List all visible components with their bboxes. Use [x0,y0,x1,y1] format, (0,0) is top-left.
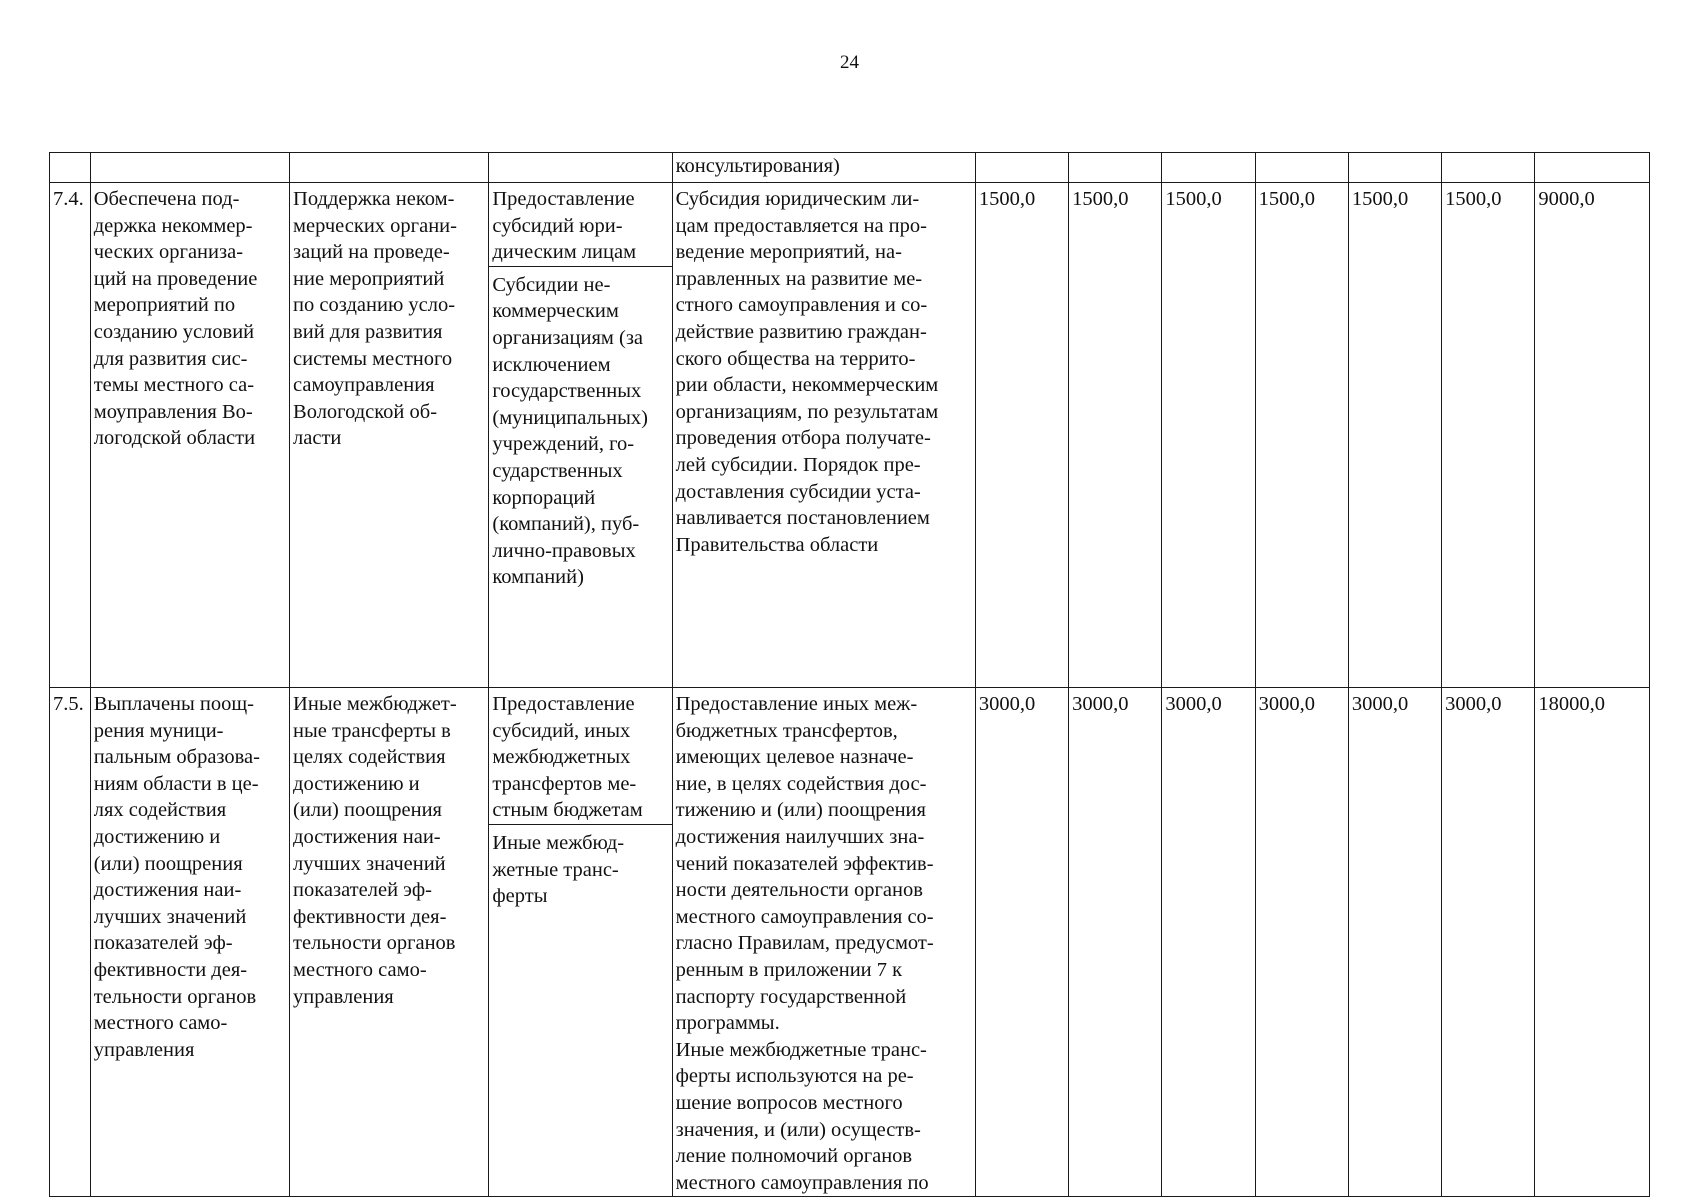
description-line: местного самоуправления по [675,1171,929,1194]
expense-type-line: субсидий, иных [492,719,631,742]
result-line: (или) поощрения [93,852,243,875]
description-line: рии области, некоммерческим [675,374,939,397]
result-line: достижению и [93,825,221,848]
table-row [50,183,1650,688]
description-line: имеющих целевое назначе- [675,746,914,769]
expense-type-line: (компаний), пуб- [492,513,640,536]
expense-type-line: государственных [492,380,642,403]
description-line: Субсидия юридическим ли- [675,188,920,210]
cell-empty [1255,153,1348,183]
result-line: темы местного са- [93,374,255,397]
activity-line: достижения наи- [293,825,441,848]
measures-table [49,152,1650,1197]
description-line: бюджетных трансфертов, [675,719,898,742]
description-line: ние, в целях содействия дос- [675,772,927,795]
description-line: правленных на развитие ме- [675,267,923,290]
total-value: 9000,0 [1535,183,1650,688]
expense-type-line: межбюджетных [492,746,631,769]
expense-type-line: лично-правовых [492,539,636,562]
activity-line: Поддержка неком- [293,188,455,210]
expense-type-line: сударственных [492,459,623,482]
activity-line: лучших значений [293,852,446,875]
description-line: программы. [675,1012,780,1035]
description-line: чений показателей эффектив- [675,852,934,875]
expense-type-line: ферты [492,885,548,908]
activity-line: вий для развития [293,320,443,343]
continuation-text: консультирования) [672,153,975,183]
expense-type-line: субсидий юри- [492,214,623,237]
result-line: ций на проведение [93,267,258,290]
activity-line: показателей эф- [293,879,432,902]
activity-line: (или) поощрения [293,799,442,822]
activity-cell [290,183,489,688]
description-line: организациям, по результатам [675,400,939,423]
expense-type-line: Предоставление [492,693,635,715]
description-line: ренным в приложении 7 к [675,958,903,981]
expense-type-primary [489,691,671,825]
description-line: ского общества на террито- [675,347,916,370]
description-line: гласно Правилам, предусмот- [675,932,934,955]
description-line: ление полномочий органов [675,1145,913,1168]
result-line: рения муници- [93,719,224,742]
description-line: цам предоставляется на про- [675,214,927,237]
cell-empty [1535,153,1650,183]
year-value: 3000,0 [1348,688,1441,1197]
result-line: лучших значений [93,905,247,928]
description-cell [672,183,975,688]
activity-line: управления [293,985,394,1008]
expense-type-line: жетные транс- [492,858,619,881]
year-value: 3000,0 [1442,688,1535,1197]
expense-type-secondary [492,272,669,591]
result-line: управления [93,1038,195,1061]
result-line: для развития сис- [93,347,248,370]
result-line: ческих организа- [93,241,244,264]
activity-cell [290,688,489,1197]
expense-type-line: корпораций [492,486,596,509]
description-line: лей субсидии. Порядок пре- [675,453,921,476]
result-line: достижения наи- [93,879,242,902]
result-line: показателей эф- [93,932,233,955]
year-value: 1500,0 [1442,183,1535,688]
description-line: действие развитию граждан- [675,320,927,343]
description-line: стного самоуправления и со- [675,294,928,317]
expense-type-line: дическим лицам [492,241,637,264]
total-value: 18000,0 [1535,688,1650,1197]
activity-line: Иные межбюджет- [293,693,457,715]
expense-type-line: учреждений, го- [492,433,635,456]
result-line: ниям области в це- [93,772,259,795]
activity-line: ласти [293,427,342,450]
cell-empty [50,153,91,183]
expense-type-line: компаний) [492,566,584,589]
activity-line: достижению и [293,772,420,795]
year-value: 1500,0 [1255,183,1348,688]
description-line: значения, и (или) осуществ- [675,1118,921,1141]
result-line: Выплачены поощ- [93,693,255,715]
activity-line: тельности органов [293,932,456,955]
description-line: навливается постановлением [675,507,930,530]
cell-empty [1069,153,1162,183]
continuation-row [50,153,1650,183]
description-line: тижению и (или) поощрения [675,799,926,822]
description-line: доставления субсидии уста- [675,480,921,503]
result-line: фективности дея- [93,958,248,981]
expense-type-line: стным бюджетам [492,799,643,822]
expense-type-line: Иные межбюд- [492,831,625,854]
description-line: местного самоуправления со- [675,905,934,928]
description-line: ности деятельности органов [675,879,923,902]
activity-line: по созданию усло- [293,294,456,317]
expense-type-cell [489,183,672,688]
expense-type-secondary [492,830,669,910]
result-line: созданию условий [93,320,255,343]
result-line: моуправления Во- [93,400,253,423]
measure-number: 7.4. [50,183,91,688]
description-line: достижения наилучших зна- [675,825,925,848]
activity-line: самоуправления [293,374,435,397]
result-line: пальным образова- [93,746,260,769]
measure-number: 7.5. [50,688,91,1197]
cell-empty [975,153,1068,183]
expense-type-line: трансфертов ме- [492,772,637,795]
year-value: 1500,0 [1069,183,1162,688]
description-line: ферты используются на ре- [675,1065,914,1088]
result-line: Обеспечена под- [93,188,240,210]
description-line: ведение мероприятий, на- [675,241,902,264]
year-value: 3000,0 [1162,688,1255,1197]
year-value: 3000,0 [975,688,1068,1197]
description-line: шение вопросов местного [675,1091,903,1114]
activity-line: системы местного [293,347,453,370]
cell-empty [290,153,489,183]
description-line: проведения отбора получате- [675,427,931,450]
expense-type-line: (муниципальных) [492,406,648,429]
year-value: 1500,0 [1162,183,1255,688]
description-line: Иные межбюджетные транс- [675,1038,927,1061]
year-value: 3000,0 [1069,688,1162,1197]
description-line: Правительства области [675,533,879,556]
description-line: Предоставление иных меж- [675,693,918,715]
expense-type-line: Предоставление [492,188,635,210]
result-cell [90,688,289,1197]
result-line: лях содействия [93,799,227,822]
expense-type-primary [489,186,671,267]
year-value: 1500,0 [975,183,1068,688]
activity-line: Вологодской об- [293,400,438,423]
cell-empty [90,153,289,183]
year-value: 3000,0 [1255,688,1348,1197]
cell-empty [1442,153,1535,183]
activity-line: целях содействия [293,746,446,769]
year-value: 1500,0 [1348,183,1441,688]
activity-line: ние мероприятий [293,267,445,290]
result-line: логодской области [93,427,256,450]
table-row [50,688,1650,1197]
cell-empty [1348,153,1441,183]
result-line: держка некоммер- [93,214,253,237]
result-line: тельности органов [93,985,257,1008]
expense-type-cell [489,688,672,1197]
expense-type-line: организациям (за [492,326,644,349]
description-cell [672,688,975,1197]
expense-type-line: коммерческим [492,300,619,323]
expense-type-line: Субсидии не- [492,273,611,296]
activity-line: местного само- [293,958,427,981]
activity-line: мерческих органи- [293,214,457,237]
result-line: местного само- [93,1012,228,1035]
activity-line: ные трансферты в [293,719,451,742]
expense-type-line: исключением [492,353,611,376]
description-line: паспорту государственной [675,985,907,1008]
activity-line: заций на проведе- [293,241,450,264]
cell-empty [1162,153,1255,183]
activity-line: фективности дея- [293,905,447,928]
result-cell [90,183,289,688]
page-number: 24 [840,52,859,73]
result-line: мероприятий по [93,294,236,317]
cell-empty [489,153,672,183]
